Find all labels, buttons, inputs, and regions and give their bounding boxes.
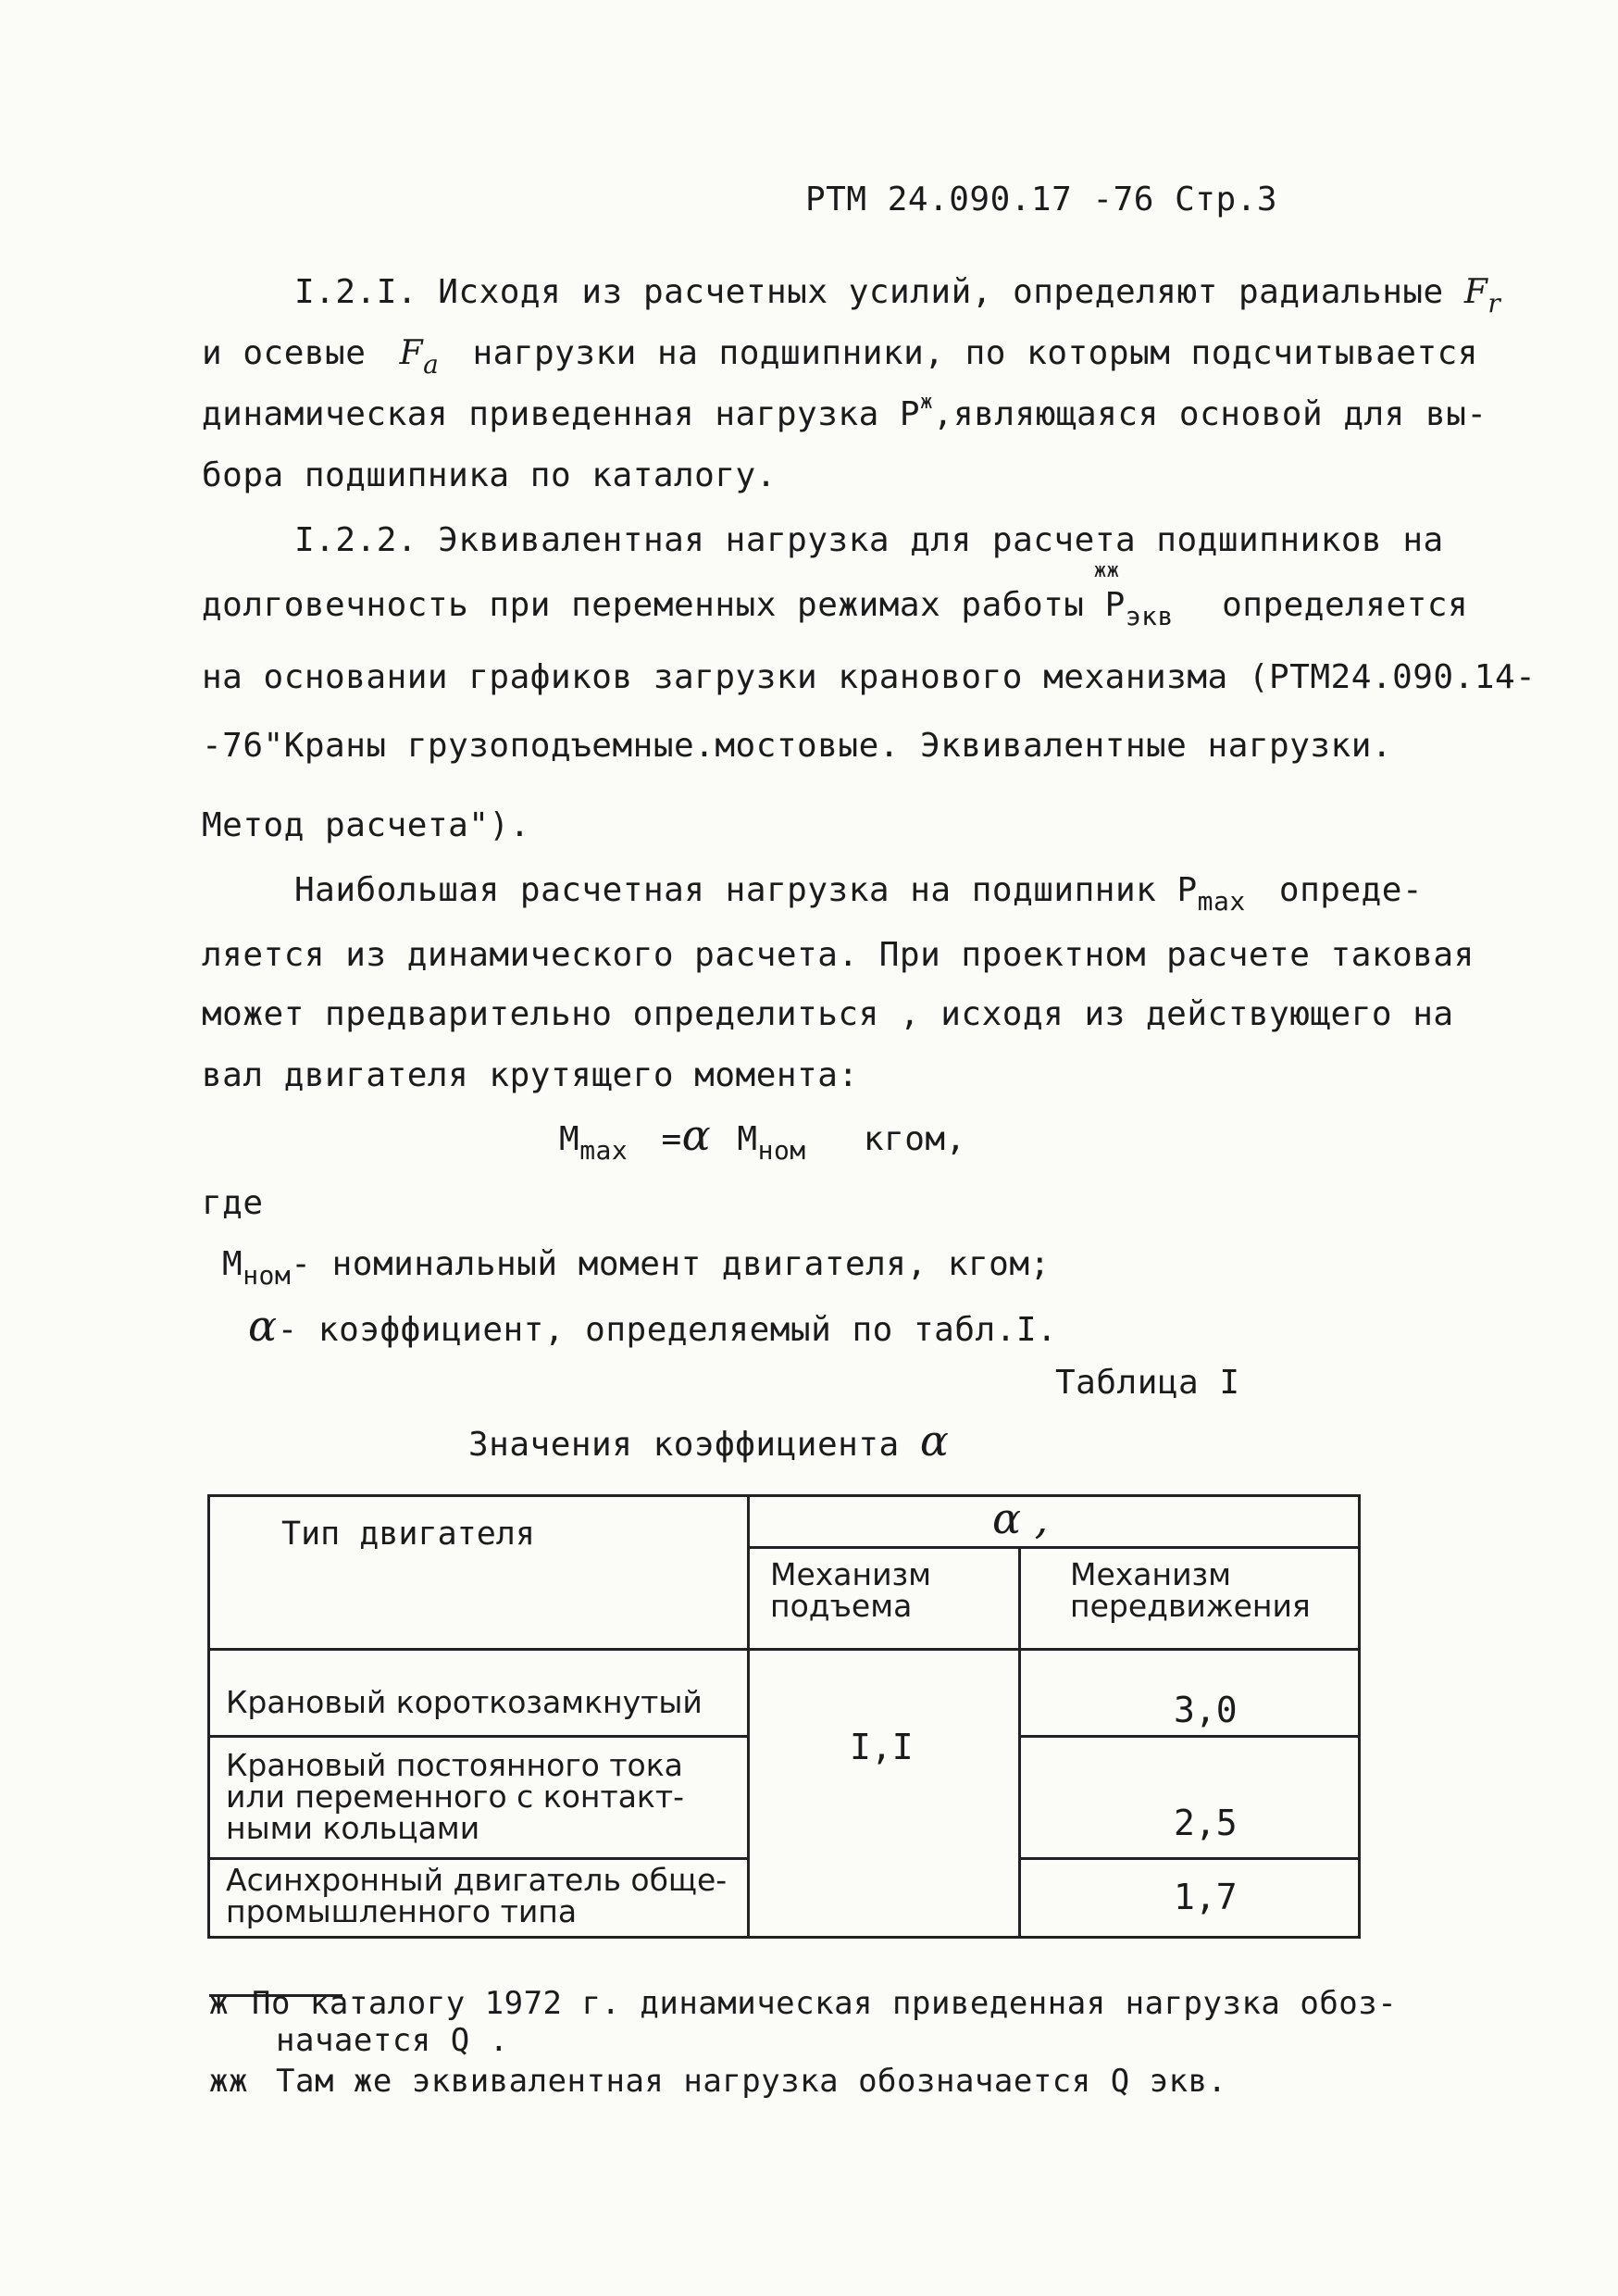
table-caption-text: Значения коэффициента bbox=[468, 1426, 900, 1464]
footnote-1-line-2: начается Q . bbox=[276, 2022, 509, 2059]
para-max-line-4: вал двигателя крутящего момента: bbox=[202, 1056, 859, 1094]
table-divider-h-alpha bbox=[747, 1546, 1358, 1549]
table-divider-h-row2-val bbox=[1018, 1857, 1358, 1860]
row-2-travel-value: 2,5 bbox=[1174, 1803, 1238, 1843]
force-radial-symbol: $F_r$ bbox=[1463, 273, 1501, 318]
formula-unit: кгом, bbox=[863, 1120, 966, 1158]
para-121-text-3a: динамическая приведенная нагрузка P bbox=[202, 395, 921, 433]
para-max-line-3: может предварительно определиться , исходя из действующего на bbox=[202, 995, 1454, 1033]
max-subscript: max bbox=[1197, 886, 1246, 917]
header-motor-type: Тип двигателя bbox=[281, 1516, 535, 1553]
definition-2 bbox=[248, 1301, 1058, 1351]
header-alpha: α , bbox=[992, 1493, 1049, 1543]
formula-max-subscript: max bbox=[579, 1135, 629, 1166]
para-122-line-3: на основании графиков загрузки кранового механизма (РТМ24.090.14- bbox=[202, 658, 1537, 696]
row-3-type-line-1: Асинхронный двигатель обще- bbox=[226, 1862, 728, 1898]
def-1-symbol: M bbox=[222, 1245, 243, 1283]
row-2-type-line-2: или переменного с контакт- bbox=[226, 1778, 684, 1815]
row-2-type bbox=[226, 1747, 684, 1846]
formula-equals: = bbox=[661, 1120, 682, 1158]
where-label: где bbox=[202, 1184, 264, 1222]
para-122-line-2 bbox=[202, 559, 1469, 631]
row-2-type-line-1: Крановый постоянного тока bbox=[226, 1747, 683, 1783]
header-lift-mechanism bbox=[770, 1556, 931, 1624]
row-3-travel-value: 1,7 bbox=[1174, 1877, 1238, 1917]
footnote-ref-2: жж bbox=[1093, 559, 1120, 582]
equivalent-subscript: экв bbox=[1125, 601, 1174, 631]
def-1-subscript: ном bbox=[243, 1260, 292, 1291]
force-axial-symbol: $F_a$ bbox=[399, 334, 440, 380]
table-divider-h-row1-val bbox=[1018, 1735, 1358, 1738]
def-1-text: - номинальный момент двигателя, кгом; bbox=[291, 1245, 1051, 1283]
formula-nom-subscript: ном bbox=[757, 1135, 806, 1166]
lift-value: I,I bbox=[850, 1727, 914, 1767]
header-travel-line-1: Механизм bbox=[1070, 1556, 1231, 1592]
header-lift-line-2: подъема bbox=[770, 1588, 913, 1624]
formula-alpha: α bbox=[681, 1110, 712, 1160]
row-1-travel-value: 3,0 bbox=[1174, 1690, 1238, 1730]
footnote-2-mark: жж bbox=[209, 2063, 248, 2100]
formula bbox=[559, 1110, 966, 1166]
table-divider-h-row2-type bbox=[207, 1857, 747, 1860]
footnote-1-line-1: По каталогу 1972 г. динамическая приведенная нагрузка обоз- bbox=[252, 1985, 1398, 2022]
footnote-1-mark: ж bbox=[209, 1985, 229, 2022]
para-121-line-1 bbox=[294, 273, 1501, 318]
para-122-text-2a: долговечность при переменных режимах работы P bbox=[202, 586, 1126, 624]
table-caption-alpha: α bbox=[919, 1416, 950, 1466]
formula-m2: M bbox=[737, 1120, 758, 1158]
row-3-type-line-2: промышленного типа bbox=[226, 1893, 578, 1929]
table-divider-v1 bbox=[747, 1494, 750, 1936]
table-divider-v2 bbox=[1018, 1548, 1021, 1936]
para-121-line-4: бора подшипника по каталогу. bbox=[202, 456, 777, 494]
definition-1 bbox=[222, 1245, 1051, 1291]
para-122-line-1: I.2.2. Эквивалентная нагрузка для расчета подшипников на bbox=[294, 521, 1444, 559]
para-121-line-3 bbox=[202, 391, 1487, 438]
para-121-text-3b: ,являющаяся основой для вы- bbox=[932, 395, 1487, 433]
para-max-text-1b: опреде- bbox=[1278, 871, 1424, 909]
table-divider-h-head bbox=[207, 1648, 1358, 1651]
header-travel-mechanism bbox=[1070, 1556, 1311, 1624]
para-122-line-5: Метод расчета"). bbox=[202, 806, 530, 844]
para-121-text-1: I.2.I. Исходя из расчетных усилий, определяют радиальные bbox=[294, 273, 1444, 311]
header-travel-line-2: передвижения bbox=[1070, 1588, 1311, 1624]
header-lift-line-1: Механизм bbox=[770, 1556, 931, 1592]
row-2-type-line-3: ными кольцами bbox=[226, 1810, 480, 1846]
para-122-line-4: -76"Краны грузоподъемные.мостовые. Эквивалентные нагрузки. bbox=[202, 727, 1393, 765]
table-divider-h-row1-type bbox=[207, 1735, 747, 1738]
para-max-line-2: ляется из динамического расчета. При проектном расчете таковая bbox=[202, 936, 1475, 974]
footnote-2-text: Там же эквивалентная нагрузка обозначается Q экв. bbox=[276, 2063, 1227, 2100]
footnote-2 bbox=[209, 2063, 1227, 2100]
para-121-text-2a: и осевые bbox=[202, 334, 367, 372]
footnote-1 bbox=[209, 1985, 1397, 2022]
para-max-text-1a: Наибольшая расчетная нагрузка на подшипник P bbox=[294, 871, 1198, 909]
footnote-ref-1: ж bbox=[920, 391, 933, 414]
table-number: Таблица I bbox=[1055, 1364, 1240, 1402]
para-121-line-2 bbox=[202, 334, 1478, 380]
def-2-text: - коэффициент, определяемый по табл.I. bbox=[277, 1311, 1058, 1349]
table-caption bbox=[468, 1416, 950, 1466]
para-121-text-2b: нагрузки на подшипники, по которым подсчитывается bbox=[472, 334, 1478, 372]
row-3-type bbox=[226, 1862, 728, 1929]
formula-m: M bbox=[559, 1120, 580, 1158]
document-code: РТМ 24.090.17 -76 Стр.3 bbox=[805, 181, 1277, 218]
para-122-text-2b: определяется bbox=[1222, 586, 1469, 624]
para-max-line-1 bbox=[294, 871, 1424, 917]
row-1-type: Крановый короткозамкнутый bbox=[226, 1684, 703, 1720]
def-2-symbol: α bbox=[248, 1301, 278, 1351]
